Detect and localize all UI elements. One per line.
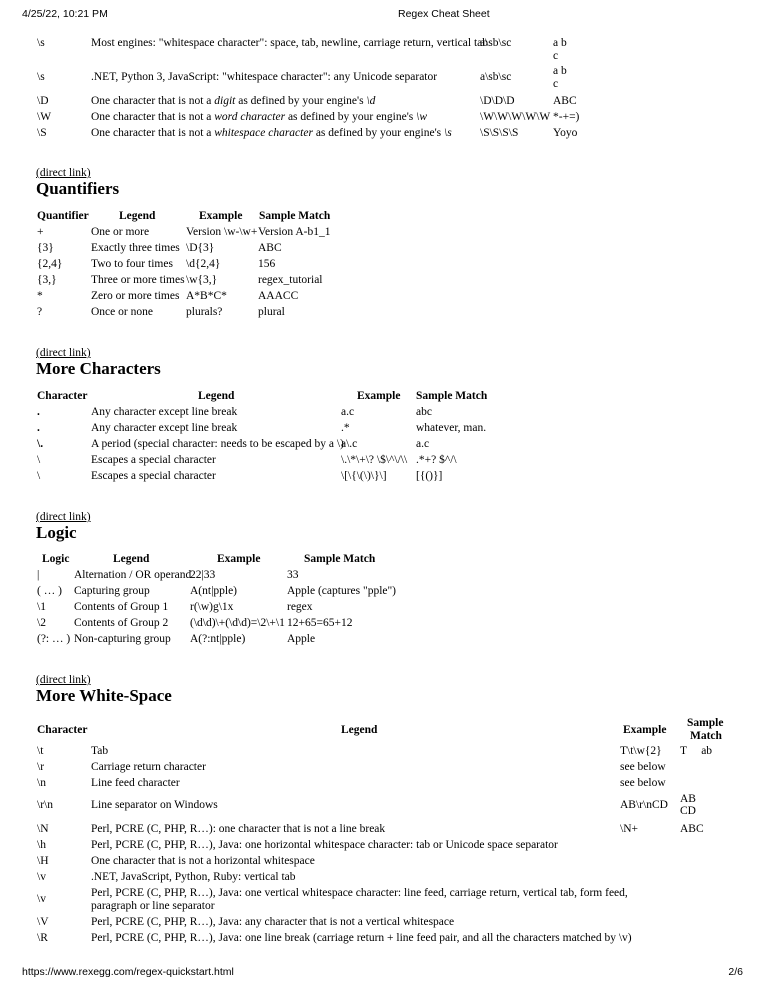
example-cell: a\sb\sc [480,71,512,83]
legend-cell: Any character except line break [91,422,238,434]
quantifier-cell: + [37,226,44,238]
example-cell: (\d\d)\+(\d\d)=\2\+\1 [190,617,285,629]
section-title-more-characters: More Characters [36,359,161,378]
example-cell: T\t\w{2} [620,745,662,757]
col-header: Character [37,390,88,402]
col-header: Character [37,724,88,736]
example-cell: r(\w)g\1x [190,601,234,613]
char-cell: \V [37,916,49,928]
example-cell: see below [620,777,666,789]
print-title: Regex Cheat Sheet [398,8,490,20]
char-cell: . [37,406,40,418]
quantifier-cell: {3,} [37,274,57,286]
match-cell: AAACC [258,290,299,302]
legend-cell: .NET, JavaScript, Python, Ruby: vertical tab [91,871,296,883]
col-header: Legend [341,724,378,736]
col-header: Example [357,390,401,402]
char-cell: \D [37,95,49,107]
legend-cell: One character that is not a digit as defined by your engine's \d [91,95,376,107]
match-cell: T ab [680,745,713,757]
example-cell: a\.c [341,438,358,450]
match-cell: a b [553,37,567,49]
match-cell-line2: c [553,78,559,90]
example-cell: AB\r\nCD [620,799,668,811]
quantifier-cell: {3} [37,242,54,254]
match-cell: 12+65=65+12 [287,617,353,629]
match-cell-line2: c [553,50,559,62]
legend-cell: Perl, PCRE (C, PHP, R…), Java: one horizontal whitespace character: tab or Unicode space separator [91,839,558,851]
char-cell: . [37,422,40,434]
match-cell: 156 [258,258,276,270]
legend-cell: Non-capturing group [74,633,171,645]
col-header: Sample Match [416,390,488,402]
quantifier-cell: {2,4} [37,258,63,270]
col-header: Example [199,210,243,222]
legend-cell: Exactly three times [91,242,180,254]
match-cell: .*+? $^/\ [416,454,457,466]
legend-cell: Zero or more times [91,290,180,302]
example-cell: a\sb\sc [480,37,512,49]
char-cell: \W [37,111,52,123]
legend-cell: A period (special character: needs to be escaped by a \) [91,438,344,450]
example-cell: \W\W\W\W\W [480,111,551,123]
char-cell: \s [37,37,45,49]
char-cell: \ [37,454,41,466]
legend-cell: Escapes a special character [91,454,216,466]
legend-cell: Capturing group [74,585,150,597]
char-cell: \R [37,932,48,944]
match-cell: Yoyo [553,127,578,139]
col-header: Quantifier [37,210,89,222]
legend-cell: One or more [91,226,150,238]
match-cell: [{()}] [416,470,443,482]
legend-cell: Perl, PCRE (C, PHP, R…): one character that is not a line break [91,823,386,835]
match-cell: 33 [287,569,299,581]
print-date: 4/25/22, 10:21 PM [22,8,108,20]
section-title-more-white-space: More White-Space [36,686,172,705]
legend-cell: Tab [91,745,109,757]
direct-link-quantifiers[interactable]: (direct link) [36,167,91,179]
example-cell: A*B*C* [186,290,227,302]
char-cell: \H [37,855,49,867]
col-header: Logic [42,553,70,565]
char-cell: \t [37,745,44,757]
example-cell: \d{2,4} [186,258,221,270]
example-cell: \.\*\+\? \$\^\/\\ [341,454,408,466]
char-cell: \h [37,839,46,851]
legend-cell: Contents of Group 1 [74,601,169,613]
section-title-quantifiers: Quantifiers [36,179,120,198]
legend-cell: Alternation / OR operand [74,569,192,581]
example-cell: a.c [341,406,355,418]
char-cell: \. [37,438,44,450]
section-title-logic: Logic [36,523,77,542]
col-header: Example [623,724,667,736]
logic-cell: ( … ) [37,585,62,597]
logic-cell: \1 [37,601,46,613]
legend-cell: Perl, PCRE (C, PHP, R…), Java: one vertical whitespace character: line feed, carriage return, vertical tab, form feed, [91,887,628,899]
example-cell: \w{3,} [186,274,218,286]
col-header: Sample [687,717,724,729]
match-cell: regex_tutorial [258,274,323,286]
char-cell: \N [37,823,49,835]
match-cell: *-+=) [553,111,580,123]
legend-cell: One character that is not a whitespace character as defined by your engine's \s [91,127,452,139]
example-cell: Version \w-\w+ [186,226,258,238]
char-cell: \v [37,871,46,883]
quantifier-cell: * [37,290,43,302]
match-cell: ABC [680,823,704,835]
char-cell: \s [37,71,45,83]
example-cell: see below [620,761,666,773]
legend-cell: Perl, PCRE (C, PHP, R…), Java: any character that is not a vertical whitespace [91,916,455,928]
match-cell-line2: CD [680,805,696,817]
example-cell: .* [341,422,350,434]
match-cell: Version A-b1_1 [258,226,331,238]
match-cell: Apple [287,633,316,645]
match-cell: a b [553,65,567,77]
example-cell: A(nt|pple) [190,585,238,597]
legend-cell: Perl, PCRE (C, PHP, R…), Java: one line break (carriage return + line feed pair, and all the characters matched by \v) [91,932,632,944]
match-cell: ABC [258,242,282,254]
print-url: https://www.rexegg.com/regex-quickstart.html [22,966,234,978]
col-header: Legend [113,553,150,565]
char-cell: \v [37,893,46,905]
legend-cell: Any character except line break [91,406,238,418]
match-cell: ABC [553,95,577,107]
print-page-number: 2/6 [728,966,743,978]
legend-cell: .NET, Python 3, JavaScript: "whitespace character": any Unicode separator [91,71,438,83]
legend-cell: Three or more times [91,274,185,286]
legend-cell: Line feed character [91,777,180,789]
legend-cell: One character that is not a word character as defined by your engine's \w [91,111,428,123]
col-header: Legend [198,390,235,402]
match-cell: whatever, man. [416,422,487,434]
direct-link-more-white-space[interactable]: (direct link) [36,674,91,686]
legend-cell: Carriage return character [91,761,206,773]
char-cell: \S [37,127,47,139]
col-header: Sample Match [259,210,331,222]
quantifier-cell: ? [37,306,43,318]
char-cell: \n [37,777,46,789]
example-cell: \D\D\D [480,95,515,107]
legend-cell: Once or none [91,306,153,318]
legend-cell: Line separator on Windows [91,799,218,811]
example-cell: 22|33 [190,569,216,581]
col-header: Example [217,553,261,565]
example-cell: \[\{\(\)\}\] [341,470,387,482]
legend-cell: Most engines: "whitespace character": space, tab, newline, carriage return, vertical tab [91,37,489,49]
char-cell: \r [37,761,45,773]
match-cell: AB [680,793,696,805]
example-cell: A(?:nt|pple) [190,633,246,645]
logic-cell: | [37,569,40,581]
legend-cell: One character that is not a horizontal whitespace [91,855,315,867]
match-cell: regex [287,601,313,613]
char-cell: \r\n [37,799,53,811]
example-cell: \D{3} [186,242,215,254]
match-cell: a.c [416,438,430,450]
example-cell: plurals? [186,306,223,318]
match-cell: abc [416,406,432,418]
legend-cell: Contents of Group 2 [74,617,169,629]
direct-link-logic[interactable]: (direct link) [36,511,91,523]
col-header: Match [690,730,722,742]
col-header: Sample Match [304,553,376,565]
char-cell: \ [37,470,41,482]
legend-cell-line2: paragraph or line separator [91,900,215,912]
logic-cell: (?: … ) [37,633,71,645]
col-header: Legend [119,210,156,222]
legend-cell: Two to four times [91,258,173,270]
match-cell: plural [258,306,285,318]
legend-cell: Escapes a special character [91,470,216,482]
direct-link-more-characters[interactable]: (direct link) [36,347,91,359]
match-cell: Apple (captures "pple") [287,585,397,597]
logic-cell: \2 [37,617,46,629]
example-cell: \N+ [620,823,638,835]
example-cell: \S\S\S\S [480,127,519,139]
